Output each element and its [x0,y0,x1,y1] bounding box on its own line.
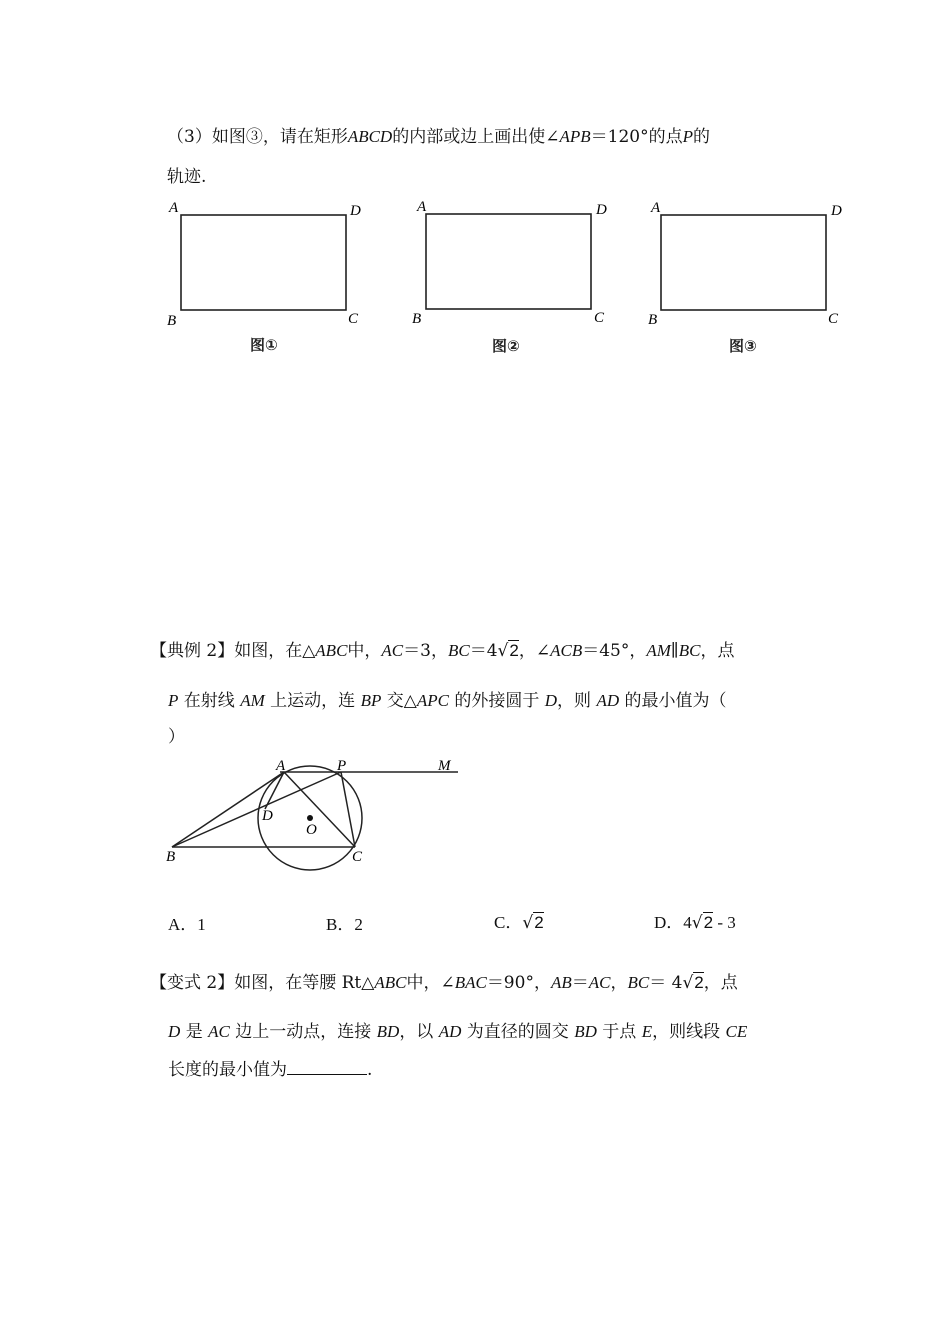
rectangle-figure-3 [648,200,842,328]
caption-figure-3: 图③ [729,337,757,355]
label-m: M [438,758,451,774]
rectangle-figure-2 [412,199,607,327]
circled-number: ③ [245,127,263,147]
label-b: B [166,849,176,865]
label-b-2: B [412,311,422,327]
sqrt-2: √2 [682,973,704,993]
variation2-line-3: 长度的最小值为 . [168,1060,373,1080]
caption-figure-1: 图① [250,336,278,354]
option-a[interactable]: A．1 [168,915,206,934]
label-a-1: A [169,200,179,216]
label-a-2: A [417,199,427,215]
segment-ac [284,772,355,847]
answer-blank[interactable] [287,1058,367,1075]
option-b[interactable]: B．2 [326,915,363,934]
sqrt-2: √2 [691,913,714,933]
circle-triangle-figure [160,752,480,882]
label-a: A [276,758,286,774]
caption-figure-2: 图② [492,337,520,355]
rectangle-figure-1 [167,200,361,329]
example2-line-1: 【典例 2】如图，在△ABC中，AC＝3，BC＝4√2，∠ACB＝45°，AM∥BC，点 [150,641,735,661]
center-point [307,815,313,821]
option-d[interactable]: D．4√2 - 3 [654,913,736,933]
label-b-3: B [648,312,658,328]
label-d-1: D [350,203,361,219]
label-b-1: B [167,313,177,329]
q3-line-1: （3）如图③，请在矩形ABCD的内部或边上画出使∠APB＝120°的点P的 [167,127,710,147]
label-o: O [306,822,317,838]
rectangle-figures [160,195,860,335]
example2-line-3: ） [168,727,185,747]
label-c-2: C [594,310,605,326]
label-d-3: D [831,203,842,219]
option-c[interactable]: C．√2 [494,913,544,933]
variation2-line-1: 【变式 2】如图，在等腰 Rt△ABC中，∠BAC＝90°，AB＝AC，BC＝ 4√2，点 [150,973,738,993]
label-c: C [352,849,363,865]
rectangle-1 [181,215,346,310]
q3-line-2: 轨迹. [167,167,207,187]
rectangle-3 [661,215,826,310]
label-d: D [262,808,273,824]
label-a-3: A [651,200,661,216]
label-c-3: C [828,311,839,327]
sqrt-2: √2 [497,641,519,661]
rectangle-2 [426,214,591,309]
variation2-line-2: D 是 AC 边上一动点，连接 BD，以 AD 为直径的圆交 BD 于点 E，则线段 CE [168,1022,748,1042]
label-d-2: D [596,202,607,218]
example2-line-2: P 在射线 AM 上运动，连 BP 交△APC 的外接圆于 D，则 AD 的最小值为（ [168,691,727,711]
label-c-1: C [348,311,359,327]
sqrt-2: √2 [522,913,544,933]
label-p: P [337,758,347,774]
